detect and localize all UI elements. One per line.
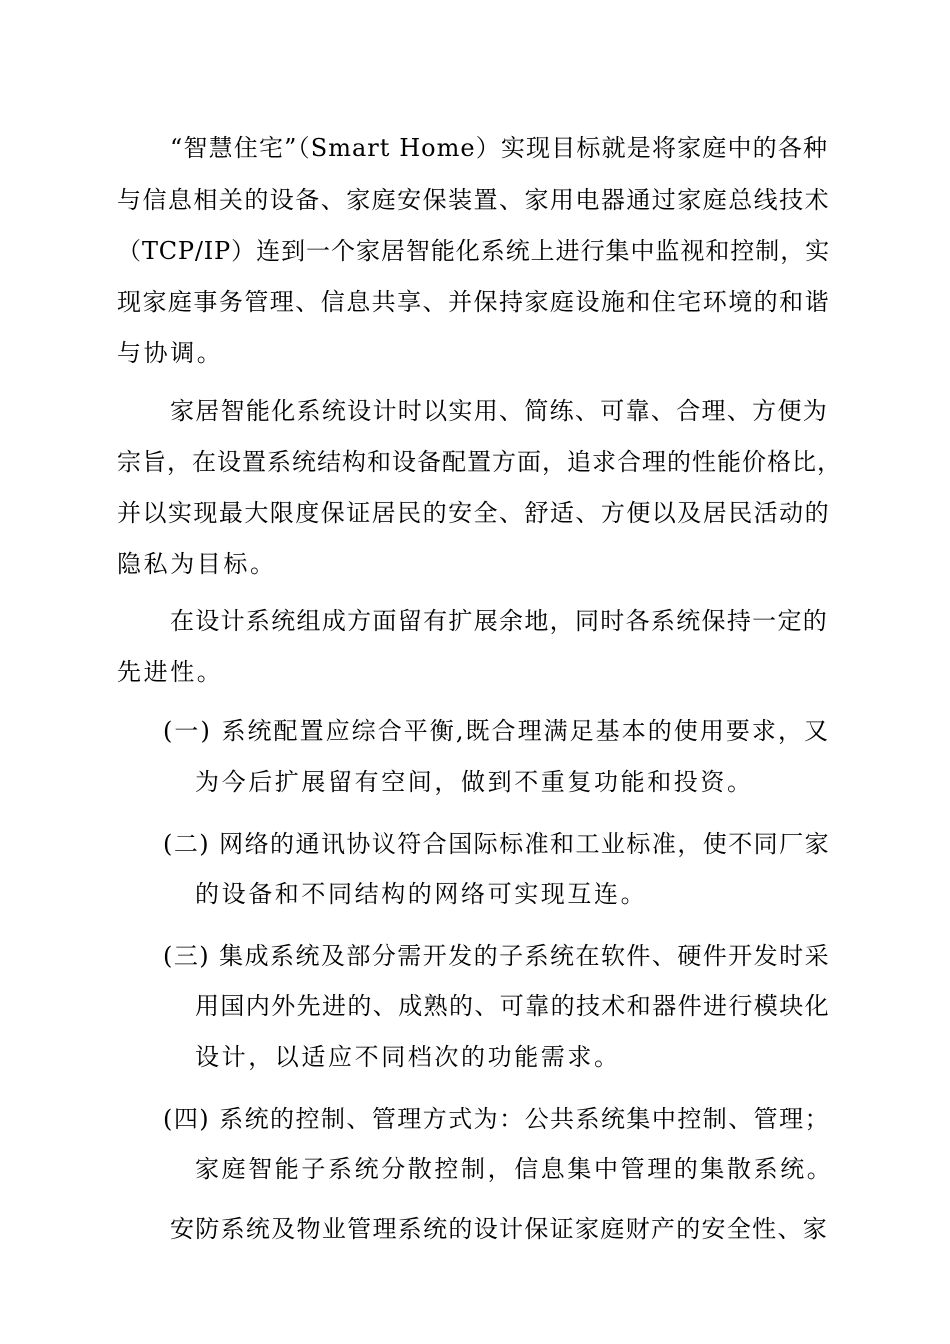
list-item-4-line-2: 家庭智能子系统分散控制，信息集中管理的集散系统。 (195, 1155, 834, 1183)
list-item-3-line-1: (三) 集成系统及部分需开发的子系统在软件、硬件开发时采 (163, 942, 830, 970)
list-item-3-line-3: 设计，以适应不同档次的功能需求。 (195, 1043, 621, 1071)
list-item-4-line-1: (四) 系统的控制、管理方式为：公共系统集中控制、管理； (163, 1105, 830, 1133)
paragraph-2-line-4: 隐私为目标。 (117, 550, 277, 578)
paragraph-2-line-2: 宗旨，在设置系统结构和设备配置方面，追求合理的性能价格比， (117, 448, 842, 476)
paragraph-1-line-4: 现家庭事务管理、信息共享、并保持家庭设施和住宅环境的和谐 (117, 288, 830, 316)
list-item-1-line-1: (一) 系统配置应综合平衡,既合理满足基本的使用要求，又 (163, 717, 830, 745)
list-item-2-line-2: 的设备和不同结构的网络可实现互连。 (195, 880, 648, 908)
list-item-3-line-2: 用国内外先进的、成熟的、可靠的技术和器件进行模块化 (195, 992, 830, 1020)
list-item-1-line-2: 为今后扩展留有空间，做到不重复功能和投资。 (195, 768, 754, 796)
paragraph-3-line-1: 在设计系统组成方面留有扩展余地，同时各系统保持一定的 (170, 607, 828, 635)
paragraph-1-line-5: 与协调。 (117, 339, 224, 367)
paragraph-1-line-1: “智慧住宅”（Smart Home）实现目标就是将家庭中的各种 (170, 134, 828, 162)
paragraph-1-line-3: （TCP/IP）连到一个家居智能化系统上进行集中监视和控制，实 (117, 237, 830, 265)
paragraph-4-line-1: 安防系统及物业管理系统的设计保证家庭财产的安全性、家 (170, 1215, 828, 1243)
list-item-2-line-1: (二) 网络的通讯协议符合国际标准和工业标准，使不同厂家 (163, 830, 830, 858)
paragraph-2-line-3: 并以实现最大限度保证居民的安全、舒适、方便以及居民活动的 (117, 499, 830, 527)
paragraph-2-line-1: 家居智能化系统设计时以实用、简练、可靠、合理、方便为 (170, 397, 828, 425)
paragraph-1-line-2: 与信息相关的设备、家庭安保装置、家用电器通过家庭总线技术 (117, 186, 830, 214)
paragraph-3-line-2: 先进性。 (117, 658, 224, 686)
